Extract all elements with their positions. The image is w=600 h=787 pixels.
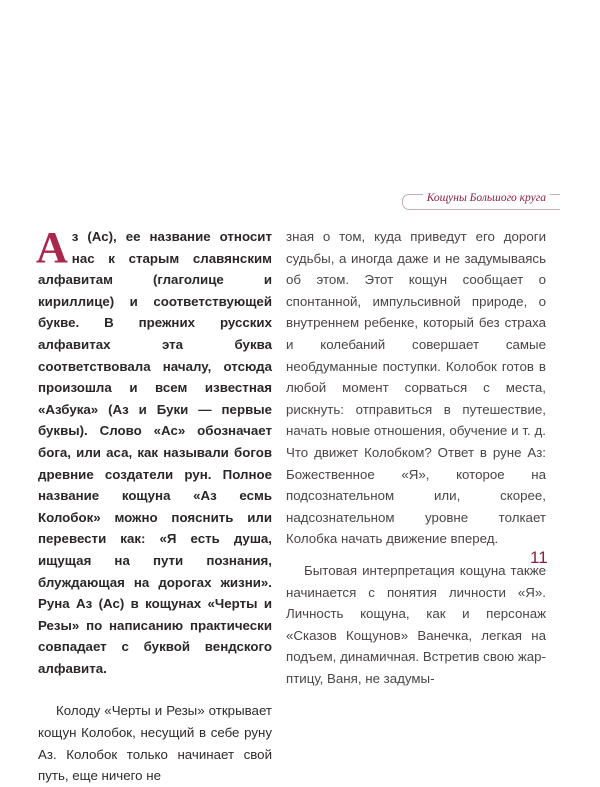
header-title: Кощуны Большого круга <box>423 192 550 204</box>
drop-cap: А <box>36 223 68 272</box>
body-paragraph: зная о том, куда приведут его дороги судьбы, а иногда даже и не задумываясь об этом. Этот кощун сообщает о спонтанной, импульсивной природе, о внутреннем ребенке, который без страха и колебаний совершает самые необдуманные поступки. Колобок готов в любой момент сорваться с места, рискнуть: отправиться в путешествие, начать новые отношения, обучение и т. д. Что движет Колобком? Ответ в руне Аз: Божественное «Я», которое на подсознательном или, скорее, надсознательном уровне толкает Колобка начать движение вперед. <box>286 229 546 547</box>
body-paragraph: Бытовая интерпретация кощуна также начинается с понятия личности «Я». Личность кощуна, как и персонаж «Сказов Кощунов» Ванечка, легкая на подъем, динамичная. Встретив свою жар-птицу, Ваня, не задумы- <box>286 562 546 686</box>
right-column <box>286 226 546 689</box>
intro-paragraph-text: з (Ас), ее название относит нас к старым славянским алфавитам (глаголице и кириллице) и соответствующей букве. В прежних русских алфавитах эта буква соответствовала началу, отсюда произошла и всем известная «Азбука» (Аз и Буки — первые буквы). Слово «Ас» обозначает бога, или аса, как называли богов древние создатели рун. Полное название кощуна «Аз есмь Колобок» можно пояснить или перевести как: «Я есть душа, ищущая на пути познания, блуждающая на дорогах жизни». Руна Аз (Ас) в кощунах «Черты и Резы» по написанию практически совпадает с буквой вендского алфавита. <box>38 229 272 676</box>
running-header <box>402 190 560 214</box>
page-number: 11 <box>530 548 548 567</box>
intro-paragraph <box>36 223 272 679</box>
left-column <box>36 223 272 787</box>
body-paragraph: Колоду «Черты и Резы» открывает кощун Колобок, несущий в себе руну Аз. Колобок только начинает свой путь, еще ничего не <box>38 703 272 784</box>
